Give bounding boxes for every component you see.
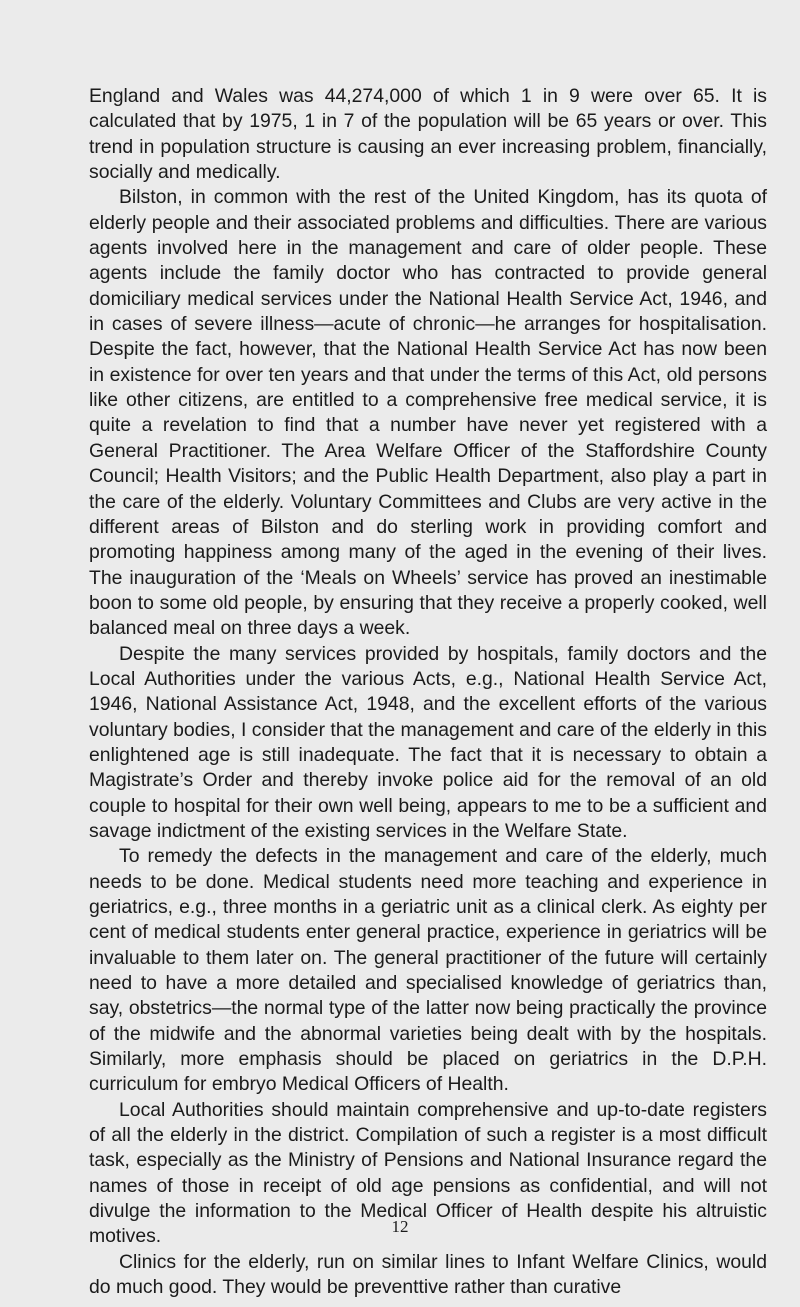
paragraph-1: England and Wales was 44,274,000 of which 1 in 9 were over 65. It is calculated that by 1975, 1 in 7 of the population will be 65 years or over. This trend in population structure is causing an ever increasing problem, financially, socially and medically. <box>89 85 767 184</box>
paragraph-4: To remedy the defects in the management and care of the elderly, much needs to be done. Medical students need more teaching and experience in geriatrics, e.g., three months in a geriatric unit as a clinical clerk. As eighty per cent of medical students enter general practice, experience in geriatrics will be invaluable to them later on. The general practitioner of the future will certainly need to have a more detailed and specialised knowledge of geriatrics than, say, obstetrics—the normal type of the latter now being practically the province of the midwife and the abnormal varieties being dealt with by the hospitals. Similarly, more emphasis should be placed on geriatrics in the D.P.H. curriculum for embryo Medical Officers of Health. <box>89 845 767 1096</box>
page-number: 12 <box>391 1217 409 1236</box>
paragraph-5: Local Authorities should maintain comprehensive and up-to-date registers of all the elderly in the district. Compilation of such a register is a most difficult task, especially as the Ministry of Pensions and National Insurance regard the names of those in receipt of old age pensions as confidential, and will not divulge the information to the Medical Officer of Health despite his altruistic motives. <box>89 1098 767 1248</box>
paragraph-3: Despite the many services provided by hospitals, family doctors and the Local Authorities under the various Acts, e.g., National Health Service Act, 1946, National Assistance Act, 1948, and the excellent efforts of the various voluntary bodies, I consider that the management and care of the elderly in this enlightened age is still inadequate. The fact that it is necessary to obtain a Magistrate’s Order and thereby invoke police aid for the removal of an old couple to hospital for their own well being, appears to me to be a sufficient and savage indictment of the existing services in the Welfare State. <box>89 642 767 842</box>
paragraph-6: Clinics for the elderly, run on similar lines to Infant Welfare Clinics, would do much good. They would be preventtive rather than curative <box>89 1250 767 1299</box>
document-body <box>89 84 767 1301</box>
paragraph-2: Bilston, in common with the rest of the United Kingdom, has its quota of elderly people and their associated problems and difficulties. There are various agents involved here in the management and care of older people. These agents include the family doctor who has contracted to provide general domiciliary medical services under the National Health Service Act, 1946, and in cases of severe illness—acute of chronic—he arranges for hospitalisation. Despite the fact, however, that the National Health Service Act has now been in existence for over ten years and that under the terms of this Act, old persons like other citizens, are entitled to a comprehensive free medical service, it is quite a revelation to find that a number have never yet registered with a General Practitioner. The Area Welfare Officer of the Staffordshire County Council; Health Visitors; and the Public Health Department, also play a part in the care of the elderly. Voluntary Committees and Clubs are very active in the different areas of Bilston and do sterling work in providing comfort and promoting happiness among many of the aged in the evening of their lives. The inauguration of the ‘Meals on Wheels’ service has proved an inestimable boon to some old people, by ensuring that they receive a properly cooked, well balanced meal on three days a week. <box>89 186 767 640</box>
